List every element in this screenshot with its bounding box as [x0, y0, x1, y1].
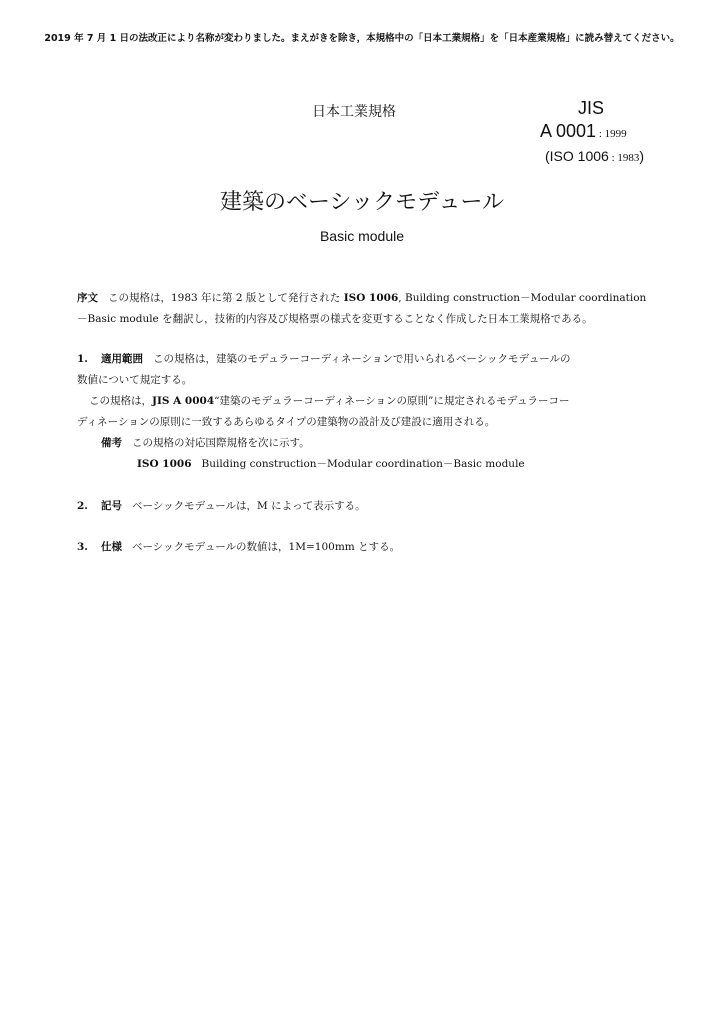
section-1-line-4: ディネーションの原則に一致するあらゆるタイプの建築物の設計及び建設に適用される。 — [77, 416, 496, 428]
section-1-line-3 — [77, 391, 657, 412]
standard-category-title: 日本工業規格 — [312, 104, 396, 120]
jis-number-code: A 0001 — [540, 121, 597, 141]
preface-line-1 — [77, 288, 657, 309]
section-1-heading: 適用範囲 — [101, 353, 143, 365]
section-2-number: 2. — [77, 500, 88, 512]
iso-year: 1983 — [617, 152, 640, 164]
section-1 — [77, 349, 657, 475]
international-standard-reference — [77, 454, 657, 475]
section-1-text-3c: “建築のモデュラーコーディネーションの原則”に規定されるモデュラーコー — [214, 395, 570, 407]
remark-line — [77, 433, 657, 454]
preface-iso-ref: ISO 1006 — [343, 292, 399, 304]
iso-reference: (ISO 1006 : 1983) — [545, 148, 645, 164]
preface-text-c: , Building construction－Modular coordination — [398, 292, 647, 304]
section-3-text: ベーシックモデュールの数値は，1M=100mm とする。 — [132, 541, 401, 553]
remark-text: この規格の対応国際規格を次に示す。 — [132, 437, 310, 449]
section-3 — [77, 537, 657, 558]
reference-id: ISO 1006 — [137, 458, 192, 470]
section-1-text-3a: この規格は， — [89, 395, 152, 407]
preface-text-a: この規格は，1983 年に第 2 版として発行された — [108, 292, 344, 304]
jis-number: A 0001 : 1999 — [540, 121, 627, 141]
iso-reference-close: ) — [639, 148, 645, 164]
section-1-text-1: この規格は，建築のモデュラーコーディネーションで用いられるベーシックモデュールの — [153, 353, 571, 365]
remark-heading: 備考 — [101, 437, 122, 449]
section-1-line-1 — [77, 349, 657, 370]
section-2 — [77, 496, 657, 517]
section-1-number: 1. — [77, 353, 88, 365]
preface-section — [77, 288, 657, 330]
section-3-line — [77, 537, 657, 558]
preface-line-2: －Basic module を翻訳し，技術的内容及び規格票の様式を変更することなく作成した日本工業規格である。 — [77, 313, 593, 325]
reference-title: Building construction－Modular coordination－Basic module — [201, 458, 525, 470]
iso-reference-code: (ISO 1006 — [545, 148, 609, 164]
section-3-number: 3. — [77, 541, 88, 553]
renaming-notice: 2019 年 7 月 1 日の法改正により名称が変わりました。まえがきを除き，本規格中の「日本工業規格」を「日本産業規格」に読み替えてください。 — [44, 33, 680, 44]
preface-heading: 序文 — [77, 292, 98, 304]
section-1-jis-ref: JIS A 0004 — [152, 395, 215, 407]
section-1-line-2: 数値について規定する。 — [77, 374, 193, 386]
section-2-heading: 記号 — [101, 500, 122, 512]
section-3-heading: 仕様 — [101, 541, 122, 553]
jis-year: 1999 — [604, 128, 627, 140]
document-title: 建築のベーシックモデュール — [219, 190, 505, 215]
jis-label: JIS — [578, 98, 605, 118]
section-2-line — [77, 496, 657, 517]
document-subtitle: Basic module — [319, 228, 405, 244]
section-2-text: ベーシックモデュールは，M によって表示する。 — [132, 500, 366, 512]
